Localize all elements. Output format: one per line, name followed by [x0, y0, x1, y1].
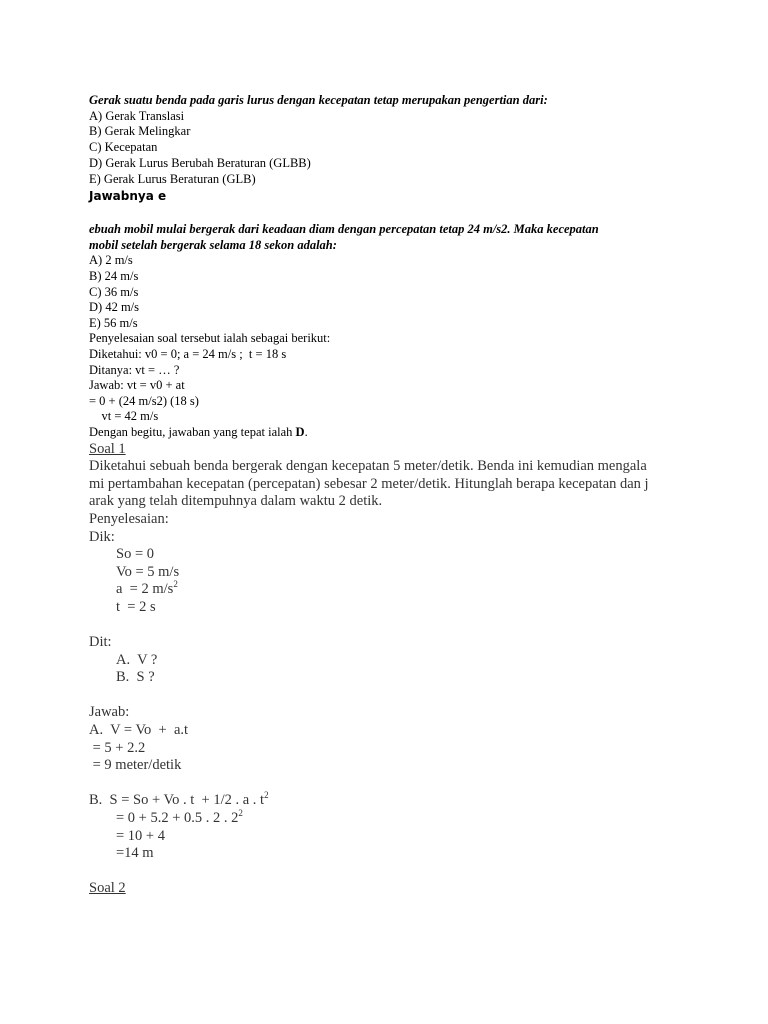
question-1-option: A) Gerak Translasi [89, 108, 185, 123]
dik-t: t = 2 s [116, 598, 156, 615]
solution-line: Ditanya: vt = … ? [89, 362, 180, 377]
dit-label: Dit: [89, 634, 112, 651]
jawab-a-line: A. V = Vo + a.t [89, 722, 189, 739]
conclusion-prefix: Dengan begitu, jawaban yang tepat ialah [89, 424, 296, 439]
dik-so: So = 0 [116, 546, 154, 563]
question-2-text-line1: ebuah mobil mulai bergerak dari keadaan diam dengan percepatan tetap 24 m/s2. Maka kecepatan [89, 222, 599, 237]
soal-1-text-line: Diketahui sebuah benda bergerak dengan kecepatan 5 meter/detik. Benda ini kemudian mengala [89, 458, 647, 475]
soal-1-text-line: mi pertambahan kecepatan (percepatan) sebesar 2 meter/detik. Hitunglah berapa kecepatan dan j [89, 475, 649, 492]
dit-item: A. V ? [116, 651, 158, 668]
jawab-b-formula: B. S = So + Vo . t + 1/2 . a . t [89, 792, 265, 809]
question-2-text-line2: mobil setelah bergerak selama 18 sekon adalah: [89, 237, 337, 252]
question-2 [89, 222, 689, 440]
solution-line: = 0 + (24 m/s2) (18 s) [89, 393, 199, 408]
jawab-b-line: = 10 + 4 [116, 827, 165, 844]
solution-line: Jawab: vt = v0 + at [89, 378, 185, 393]
solution-conclusion [89, 425, 689, 441]
dik-a-text: a = 2 m/s [116, 581, 174, 598]
soal-1-title: Soal 1 [89, 440, 126, 457]
soal-1-section [89, 441, 689, 898]
conclusion-suffix: . [304, 424, 308, 439]
penyelesaian-label: Penyelesaian: [89, 510, 169, 527]
question-1-answer: Jawabnya e [89, 189, 167, 204]
jawab-a-line: = 5 + 2.2 [89, 739, 146, 756]
question-2-option: B) 24 m/s [89, 269, 139, 283]
jawab-a-line: = 9 meter/detik [89, 757, 182, 774]
question-1-option: B) Gerak Melingkar [89, 124, 191, 139]
jawab-b-substitution: = 0 + 5.2 + 0.5 . 2 . 2 [116, 810, 239, 826]
question-1 [89, 93, 689, 187]
jawab-b-result: =14 m [116, 845, 154, 862]
dik-a-exponent: 2 [173, 579, 178, 590]
question-2-option: D) 42 m/s [89, 300, 139, 315]
dik-vo: Vo = 5 m/s [116, 563, 180, 580]
question-2-option: C) 36 m/s [89, 284, 139, 299]
jawab-b-substitution-exponent: 2 [238, 808, 243, 818]
jawab-label: Jawab: [89, 704, 130, 721]
solution-line: Diketahui: v0 = 0; a = 24 m/s ; t = 18 s [89, 346, 287, 361]
solution-line: Penyelesaian soal tersebut ialah sebagai berikut: [89, 331, 331, 346]
jawab-b-line [89, 792, 689, 810]
question-1-option: E) Gerak Lurus Beraturan (GLB) [89, 171, 256, 186]
soal-2-title: Soal 2 [89, 880, 126, 897]
soal-1-text-line: arak yang telah ditempuhnya dalam waktu 2 detik. [89, 493, 383, 510]
question-2-option: A) 2 m/s [89, 253, 133, 268]
solution-line: vt = 42 m/s [89, 409, 159, 424]
document-page [89, 93, 689, 898]
question-2-option: E) 56 m/s [89, 315, 138, 330]
dik-label: Dik: [89, 528, 115, 545]
dik-a [89, 581, 689, 599]
jawab-b-formula-exponent: 2 [264, 790, 269, 801]
conclusion-answer: D [295, 424, 305, 439]
question-1-option: C) Kecepatan [89, 140, 158, 155]
dit-item: B. S ? [116, 669, 155, 686]
question-1-text: Gerak suatu benda pada garis lurus dengan kecepatan tetap merupakan pengertian dari: [89, 93, 548, 107]
question-1-option: D) Gerak Lurus Berubah Beraturan (GLBB) [89, 155, 311, 170]
jawab-b-line [89, 810, 689, 828]
